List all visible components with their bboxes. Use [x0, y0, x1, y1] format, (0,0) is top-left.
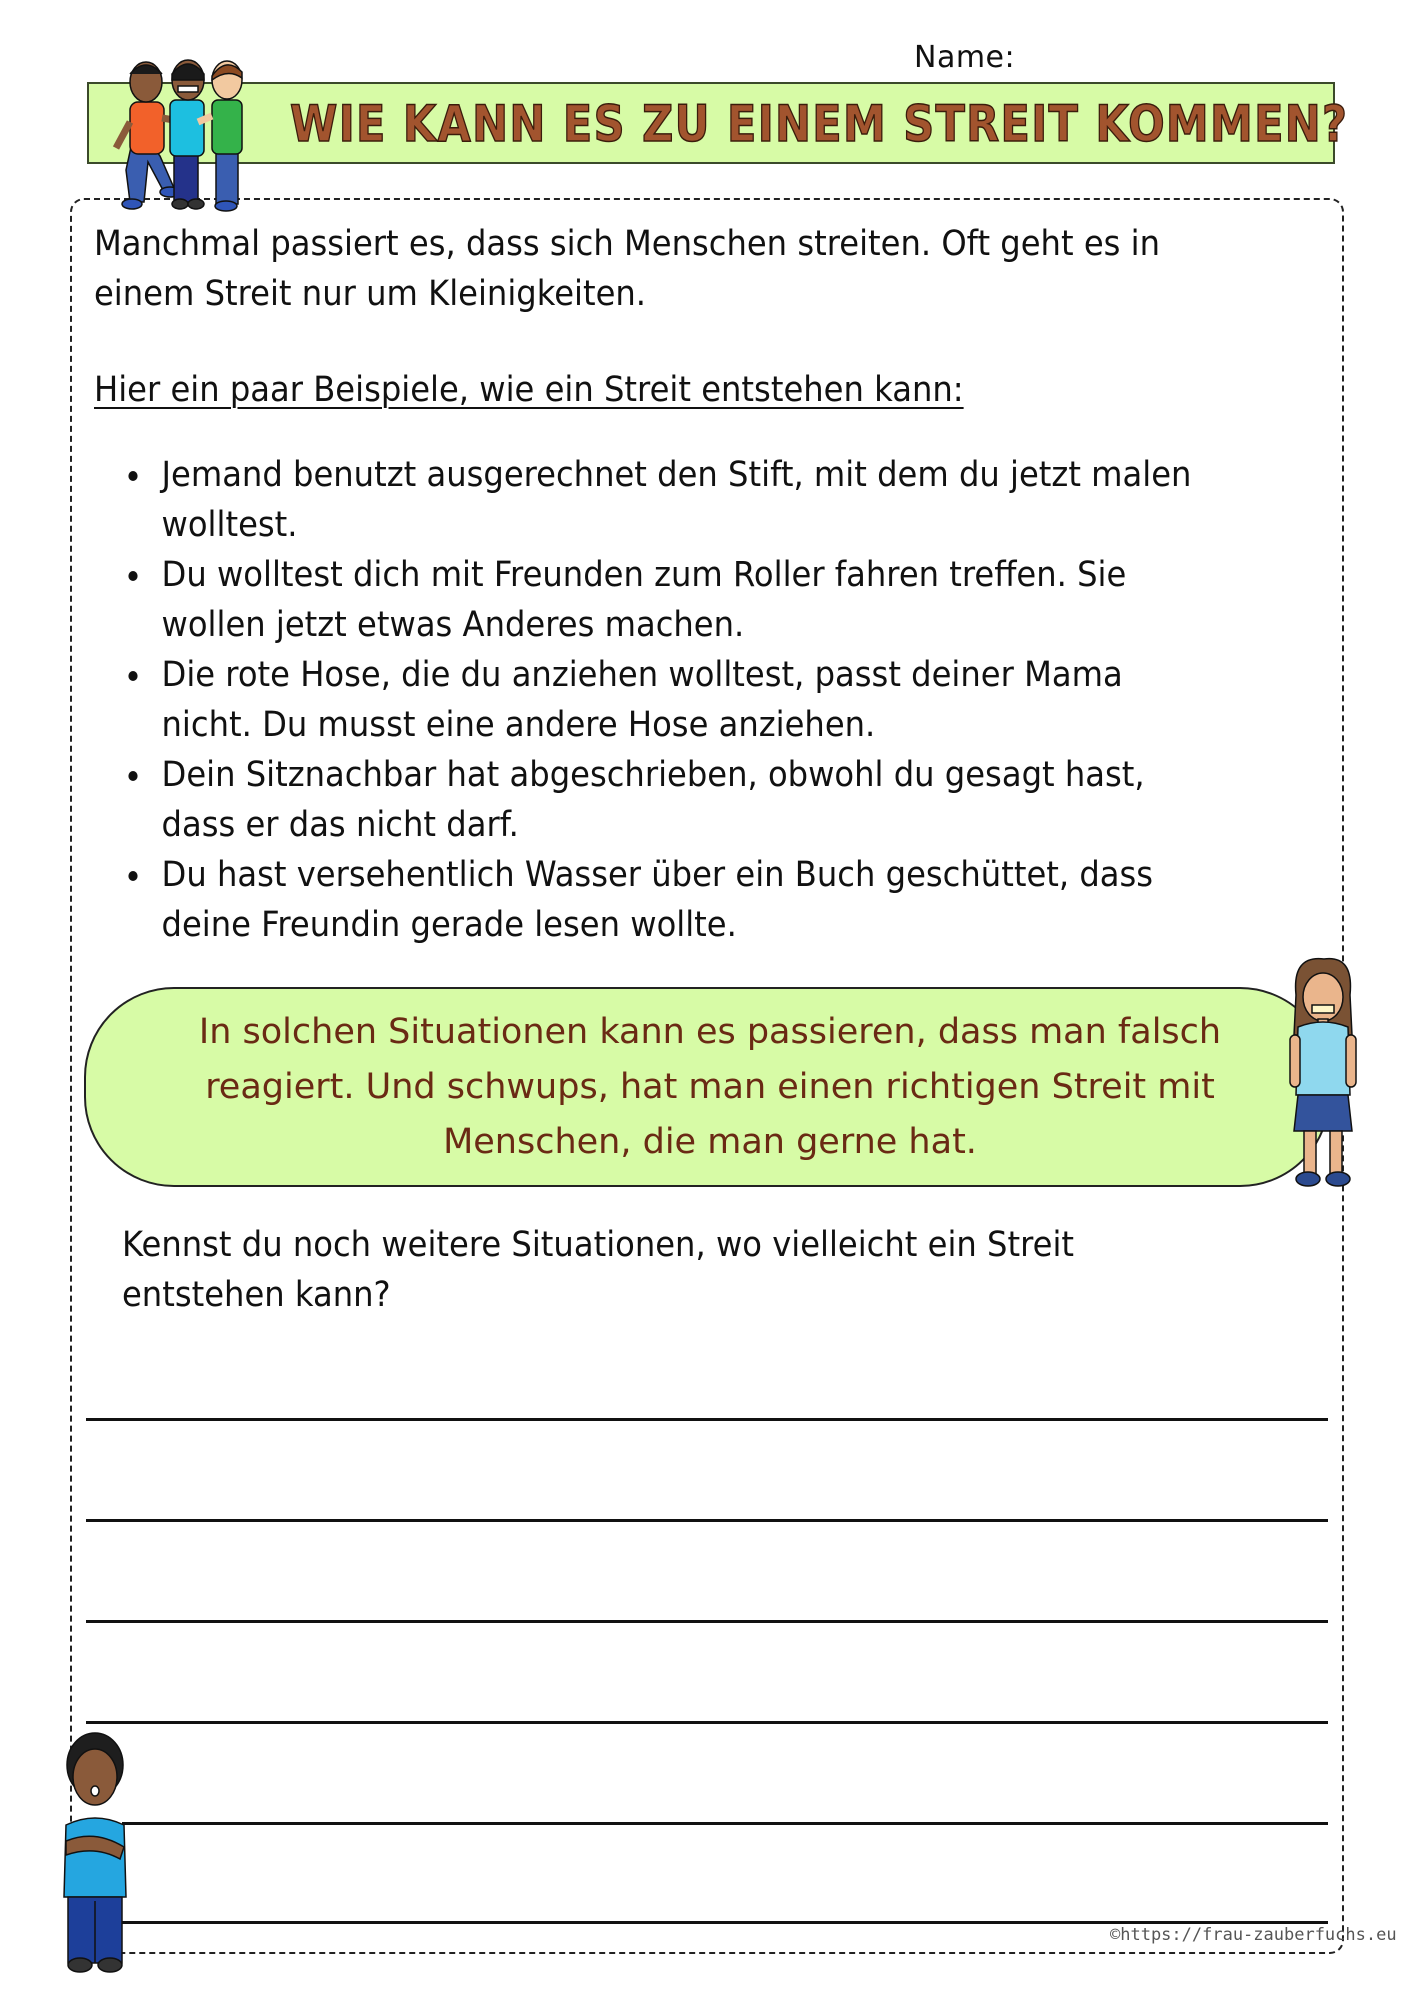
list-item	[110, 650, 1191, 750]
list-item-line: dass er das nicht darf.	[161, 805, 519, 845]
list-item	[110, 450, 1191, 550]
answer-line[interactable]	[86, 1418, 1328, 1421]
list-item	[110, 850, 1191, 950]
callout-text	[130, 1005, 1290, 1170]
callout-line: reagiert. Und schwups, hat man einen richtigen Streit mit	[205, 1067, 1215, 1107]
intro-line: einem Streit nur um Kleinigkeiten.	[94, 274, 647, 314]
list-item-line: Dein Sitznachbar hat abgeschrieben, obwohl du gesagt hast,	[161, 755, 1145, 795]
angry-boy-arms-crossed-illustration	[50, 1725, 140, 1975]
bullet-icon	[128, 671, 137, 681]
bullet-icon	[128, 871, 137, 881]
list-item-line: wollen jetzt etwas Anderes machen.	[161, 605, 745, 645]
intro-paragraph	[94, 219, 1160, 319]
intro-line: Manchmal passiert es, dass sich Menschen streiten. Oft geht es in	[94, 224, 1161, 264]
callout-line: In solchen Situationen kann es passieren, dass man falsch	[198, 1012, 1222, 1052]
list-item-line: Die rote Hose, die du anziehen wolltest, passt deiner Mama	[161, 655, 1123, 695]
list-item-line: Du hast versehentlich Wasser über ein Buch geschüttet, dass	[161, 855, 1154, 895]
list-item-line: deine Freundin gerade lesen wollte.	[161, 905, 737, 945]
list-item-line: nicht. Du musst eine andere Hose anziehen.	[161, 705, 876, 745]
examples-list	[110, 450, 1191, 950]
name-label: Name:	[914, 40, 1016, 75]
bullet-icon	[128, 571, 137, 581]
list-item	[110, 550, 1191, 650]
question-line: entstehen kann?	[122, 1275, 391, 1315]
examples-heading: Hier ein paar Beispiele, wie ein Streit entstehen kann:	[94, 370, 964, 410]
list-item	[110, 750, 1191, 850]
answer-line[interactable]	[86, 1721, 1328, 1724]
question-text	[122, 1220, 1074, 1320]
bullet-icon	[128, 471, 137, 481]
list-item-line: Jemand benutzt ausgerechnet den Stift, mit dem du jetzt malen	[161, 455, 1192, 495]
three-kids-fighting-illustration	[108, 52, 268, 212]
page-title: WIE KANN ES ZU EINEM STREIT KOMMEN?	[290, 95, 1349, 153]
angry-girl-illustration	[1288, 955, 1358, 1195]
question-line: Kennst du noch weitere Situationen, wo vielleicht ein Streit	[122, 1225, 1075, 1265]
callout-line: Menschen, die man gerne hat.	[443, 1122, 977, 1162]
list-item-line: wolltest.	[161, 505, 298, 545]
answer-line[interactable]	[122, 1921, 1328, 1924]
copyright-footer: ©https://frau-zauberfuchs.eu	[1110, 1925, 1397, 1945]
list-item-line: Du wolltest dich mit Freunden zum Roller fahren treffen. Sie	[161, 555, 1127, 595]
answer-line[interactable]	[86, 1620, 1328, 1623]
bullet-icon	[128, 771, 137, 781]
answer-line[interactable]	[86, 1519, 1328, 1522]
answer-line[interactable]	[122, 1822, 1328, 1825]
